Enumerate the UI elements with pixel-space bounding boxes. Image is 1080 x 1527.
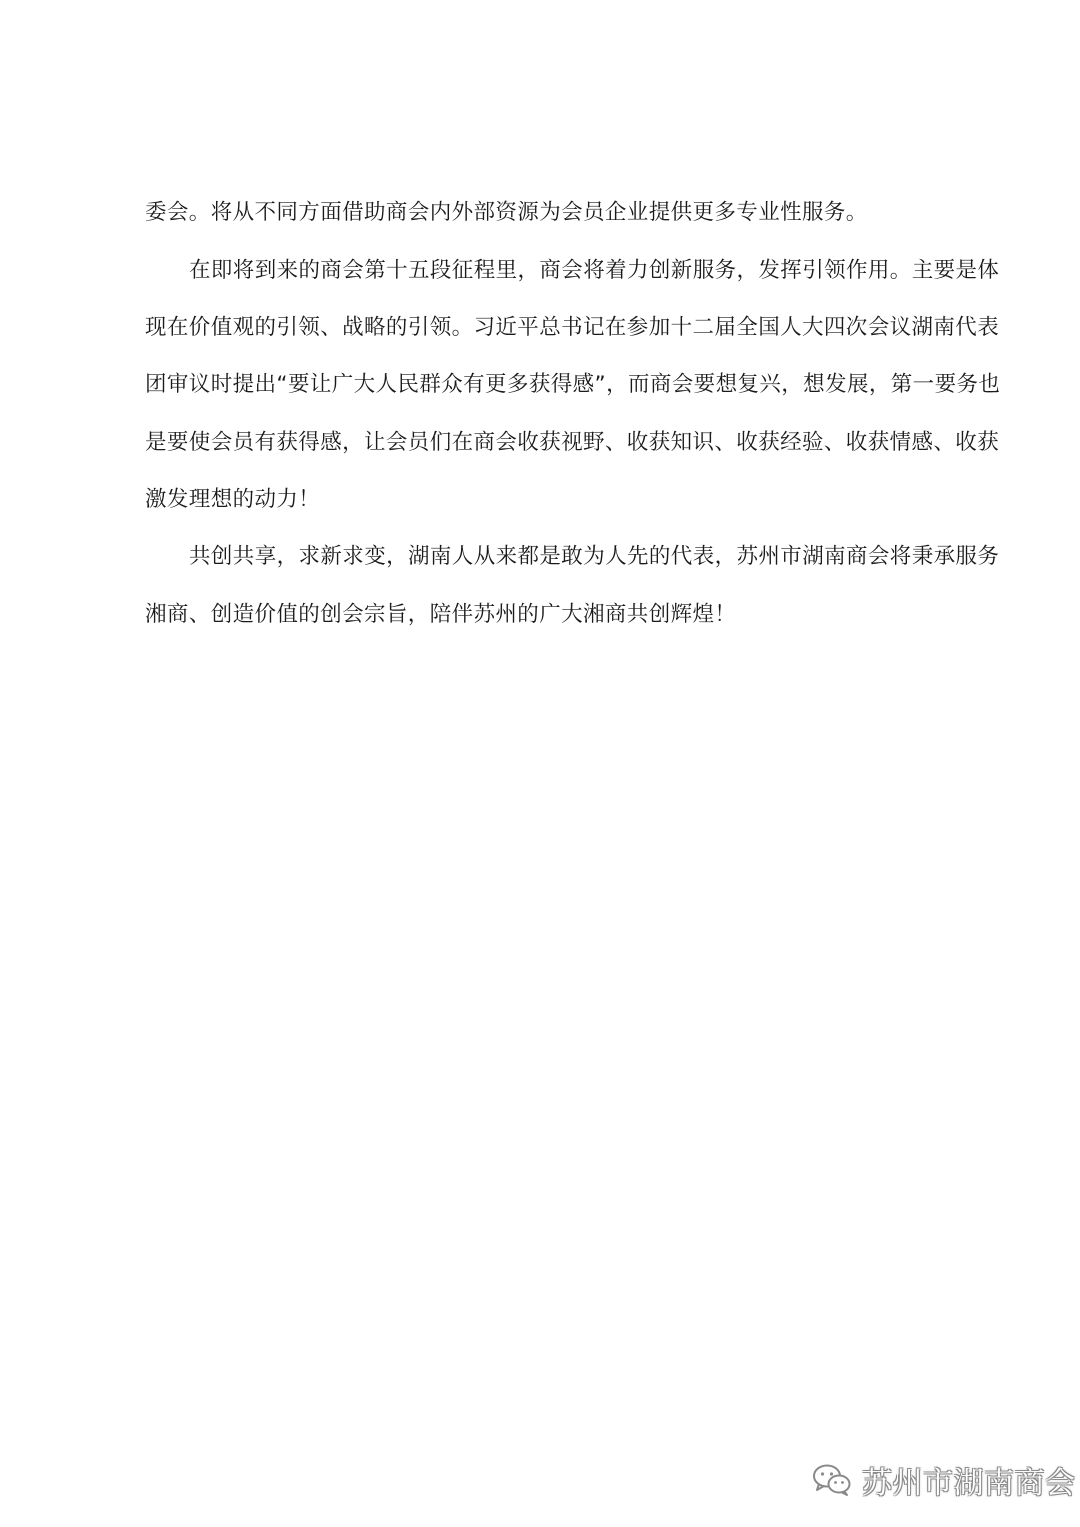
- paragraph-line: 在即将到来的商会第十五段征程里，商会将着力创新服务，发挥引领作用。主要是体: [189, 258, 1000, 283]
- paragraph-line: 湘商、创造价值的创会宗旨，陪伴苏州的广大湘商共创辉煌！: [145, 602, 737, 627]
- watermark-text: 苏州市湖南商会: [862, 1466, 1076, 1501]
- paragraph-line: 现在价值观的引领、战略的引领。习近平总书记在参加十二届全国人大四次会议湖南代表: [145, 315, 1000, 340]
- paragraph-line: 团审议时提出“要让广大人民群众有更多获得感”，而商会要想复兴，想发展，第一要务也: [145, 372, 1001, 397]
- wechat-icon: [812, 1463, 852, 1497]
- paragraph-line: 是要使会员有获得感，让会员们在商会收获视野、收获知识、收获经验、收获情感、收获: [145, 430, 1000, 455]
- paragraph-line: 委会。将从不同方面借助商会内外部资源为会员企业提供更多专业性服务。: [145, 200, 868, 225]
- account-watermark: [812, 1456, 1076, 1504]
- paragraph-line: 共创共享，求新求变，湖南人从来都是敢为人先的代表，苏州市湖南商会将秉承服务: [189, 544, 1000, 569]
- paragraph-line: 激发理想的动力！: [145, 487, 321, 512]
